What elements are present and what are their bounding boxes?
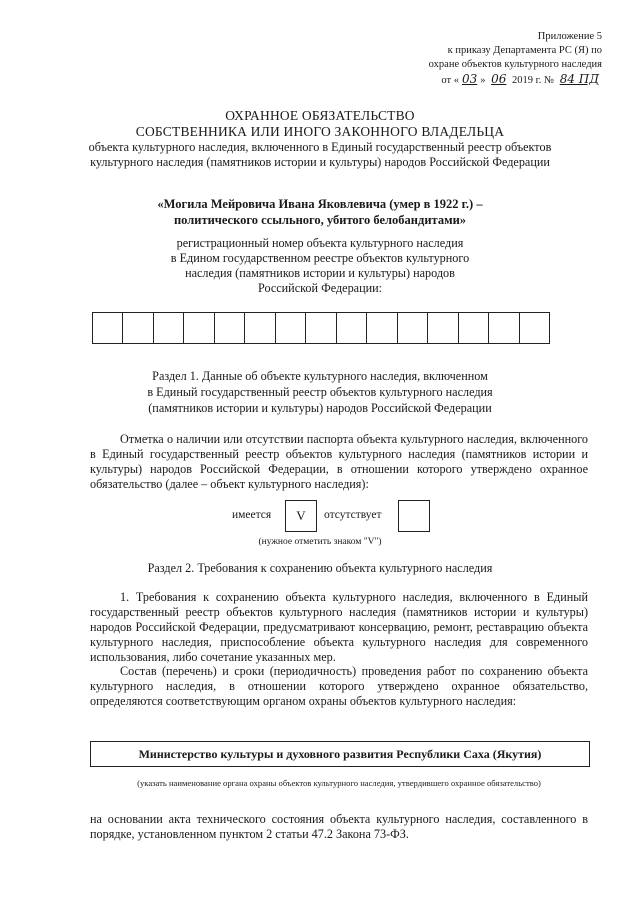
registration-line-1: регистрационный номер объекта культурного наследия <box>176 236 464 250</box>
document-title <box>60 108 580 140</box>
basis-paragraph: на основании акта технического состояния объекта культурного наследия, составленного в порядке, установленном пунктом 2 статьи 47.2 Закона 73-ФЗ. <box>90 812 588 841</box>
registration-cell[interactable] <box>275 313 305 343</box>
has-passport-label: имеется <box>232 509 272 521</box>
passport-paragraph: Отметка о наличии или отсутствии паспорта объекта культурного наследия, включенного в Единый государственный реестр объектов культурного наследия (памятников истории и культуры) народов Российской Федерации, в отношении которого утверждено охранное обязательство (далее – объект культурного наследия): <box>90 432 588 491</box>
date-year: 2019 г. № <box>512 75 555 86</box>
section-1-title <box>110 368 530 416</box>
date-mid: » <box>480 75 486 86</box>
appendix-header <box>362 30 602 88</box>
registration-cell[interactable] <box>214 313 244 343</box>
registration-cell[interactable] <box>153 313 183 343</box>
object-name-line-2: политического ссыльного, убитого белобандитами» <box>173 213 467 227</box>
registration-cell[interactable] <box>122 313 152 343</box>
registration-cell[interactable] <box>93 313 122 343</box>
document-subtitle <box>50 140 590 170</box>
handwritten-month: 06 <box>491 72 507 86</box>
registration-cell[interactable] <box>458 313 488 343</box>
appendix-line-2: к приказу Департамента РС (Я) по <box>447 45 602 56</box>
registration-cell[interactable] <box>366 313 396 343</box>
registration-cell[interactable] <box>183 313 213 343</box>
object-name <box>70 196 570 228</box>
registration-cell[interactable] <box>336 313 366 343</box>
registration-number-grid[interactable] <box>92 312 550 344</box>
appendix-line-3: охране объектов культурного наследия <box>428 59 602 70</box>
works-paragraph: Состав (перечень) и сроки (периодичность) проведения работ по сохранению объекта культурного наследия, в отношении которого утверждено охранное обязательство, определяются соответствующим органом охраны объектов культурного наследия: <box>90 664 588 708</box>
section-1-line-2: в Единый государственный реестр объектов культурного наследия <box>147 385 493 399</box>
object-name-line-1: «Могила Мейровича Ивана Яковлевича (умер в 1922 г.) – <box>157 197 483 211</box>
appendix-date-line <box>362 72 602 88</box>
date-prefix: от « <box>441 75 459 86</box>
registration-cell[interactable] <box>244 313 274 343</box>
subtitle-line-2: культурного наследия (памятников истории и культуры) народов Российской Федерации <box>90 155 550 169</box>
handwritten-day: 03 <box>461 72 478 86</box>
requirements-paragraph: 1. Требования к сохранению объекта культурного наследия, включенного в Единый государственный реестр объектов культурного наследия (памятников истории и культуры) народов Российской Федерации, предусматривают консервацию, ремонт, реставрацию объекта культурного наследия, приспособление объекта культурного наследия для современного использования, либо сочетание указанных мер. <box>90 590 588 664</box>
subtitle-line-1: объекта культурного наследия, включенного в Единый государственный реестр объектов <box>88 140 552 154</box>
registration-line-3: наследия (памятников истории и культуры) народов <box>185 266 455 280</box>
registration-cell[interactable] <box>519 313 549 343</box>
organ-hint: (указать наименование органа охраны объектов культурного наследия, утвердившего охранное обязательство) <box>137 778 541 788</box>
title-line-1: ОХРАННОЕ ОБЯЗАТЕЛЬСТВО <box>225 108 415 123</box>
registration-cell[interactable] <box>427 313 457 343</box>
registration-caption <box>130 236 510 296</box>
passport-choice <box>0 500 640 532</box>
section-1-line-1: Раздел 1. Данные об объекте культурного наследия, включенном <box>152 369 488 383</box>
registration-cell[interactable] <box>397 313 427 343</box>
protection-organ-field[interactable]: Министерство культуры и духовного развития Республики Саха (Якутия) <box>90 741 590 767</box>
handwritten-number: 84 ПД <box>559 72 599 86</box>
title-line-2: СОБСТВЕННИКА ИЛИ ИНОГО ЗАКОННОГО ВЛАДЕЛЬЦА <box>135 124 505 139</box>
registration-cell[interactable] <box>488 313 518 343</box>
section-1-line-3: (памятников истории и культуры) народов Российской Федерации <box>148 401 492 415</box>
registration-line-4: Российской Федерации: <box>257 281 383 295</box>
registration-cell[interactable] <box>305 313 335 343</box>
mark-hint: (нужное отметить знаком "V") <box>258 537 382 547</box>
appendix-line-1: Приложение 5 <box>537 31 602 42</box>
no-passport-checkbox[interactable] <box>398 500 430 532</box>
registration-line-2: в Едином государственном реестре объектов культурного <box>170 251 470 265</box>
section-2-title: Раздел 2. Требования к сохранению объекта культурного наследия <box>147 561 493 575</box>
no-passport-label: отсутствует <box>324 509 382 521</box>
has-passport-checkbox[interactable]: V <box>285 500 317 532</box>
